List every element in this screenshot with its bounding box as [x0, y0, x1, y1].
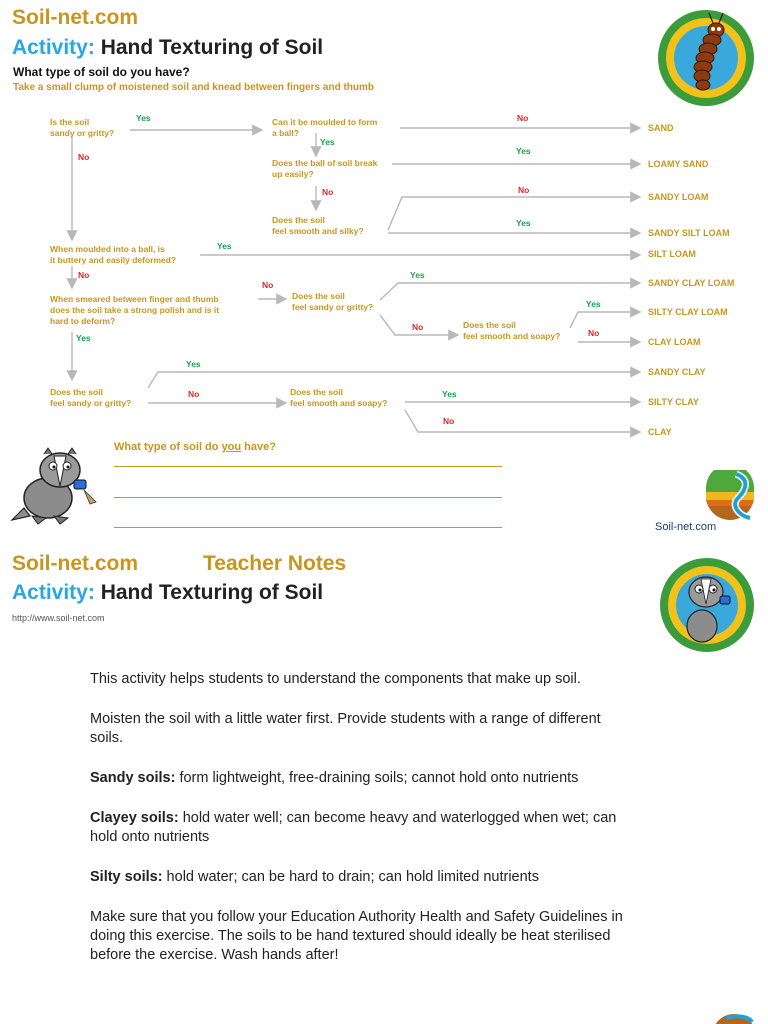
no-label: No: [78, 270, 90, 280]
node-buttery: When moulded into a ball, is it buttery and easily deformed?: [50, 244, 177, 265]
teacher-notes-body: [90, 670, 630, 965]
result-sandy-loam: SANDY LOAM: [648, 192, 709, 202]
yes-label: Yes: [320, 137, 335, 147]
teacher-notes-title: Teacher Notes: [203, 552, 347, 575]
instruction-text: Take a small clump of moistened soil and knead between fingers and thumb: [13, 82, 375, 93]
intro-paragraph: This activity helps students to understand the components that make up soil.: [90, 671, 581, 687]
yes-label: Yes: [217, 241, 232, 251]
brand-title-2: Soil-net.com: [12, 552, 139, 575]
result-clay: CLAY: [648, 427, 672, 437]
node-ball-break: Does the ball of soil break up easily?: [272, 158, 378, 179]
website-url[interactable]: http://www.soil-net.com: [12, 613, 105, 623]
result-sandy-clay: SANDY CLAY: [648, 367, 706, 377]
no-label: No: [443, 416, 455, 426]
yes-label: Yes: [516, 146, 531, 156]
result-loamy-sand: LOAMY SAND: [648, 159, 709, 169]
answer-prompt: What type of soil do you have?: [114, 441, 276, 453]
answer-line-3[interactable]: [114, 527, 502, 528]
activity-title-2: [12, 581, 323, 605]
no-label: No: [78, 152, 90, 162]
soil-texture-flowchart: [0, 100, 768, 440]
result-clay-loam: CLAY LOAM: [648, 337, 701, 347]
no-label: No: [517, 113, 529, 123]
result-silty-clay-loam: SILTY CLAY LOAM: [648, 307, 728, 317]
node-smooth-soapy-1: Does the soil feel smooth and soapy?: [463, 320, 561, 341]
yes-label: Yes: [410, 270, 425, 280]
result-silty-clay: SILTY CLAY: [648, 397, 699, 407]
no-label: No: [588, 328, 600, 338]
yes-label: Yes: [186, 359, 201, 369]
activity-title: [12, 36, 323, 60]
soil-net-logo-partial-icon: [706, 1012, 756, 1024]
safety-paragraph: Make sure that you follow your Education Authority Health and Safety Guidelines in doing this exercise. The soils to be hand textured should ideally be heat sterilised before the exercise. Wash hands after!: [90, 909, 623, 963]
answer-line-1[interactable]: [114, 466, 502, 467]
node-sandy-gritty-1: Is the soil sandy or gritty?: [50, 117, 115, 138]
badger-circle-mascot-icon: [658, 556, 756, 654]
node-smooth-soapy-2: Does the soil feel smooth and soapy?: [290, 387, 388, 408]
yes-label: Yes: [516, 218, 531, 228]
moisten-paragraph: Moisten the soil with a little water first. Provide students with a range of different soils.: [90, 711, 601, 746]
result-sand: SAND: [648, 123, 674, 133]
result-silt-loam: SILT LOAM: [648, 249, 696, 259]
yes-label: Yes: [136, 113, 151, 123]
answer-line-2[interactable]: [114, 497, 502, 498]
result-sandy-silt-loam: SANDY SILT LOAM: [648, 228, 730, 238]
brand-title: Soil-net.com: [12, 6, 139, 29]
no-label: No: [322, 187, 334, 197]
no-label: No: [262, 280, 274, 290]
badger-mascot-icon: [10, 446, 102, 526]
activity-label-2: Activity:: [12, 581, 95, 604]
result-sandy-clay-loam: SANDY CLAY LOAM: [648, 278, 735, 288]
no-label: No: [188, 389, 200, 399]
node-sandy-gritty-3: Does the soil feel sandy or gritty?: [50, 387, 132, 408]
node-sandy-gritty-2: Does the soil feel sandy or gritty?: [292, 291, 374, 312]
activity-name-2: Hand Texturing of Soil: [100, 581, 324, 604]
silty-soils-paragraph: Silty soils: hold water; can be hard to drain; can hold limited nutrients: [90, 869, 539, 885]
node-polish: When smeared between finger and thumb does the soil take a strong polish and is it hard to deform?: [50, 294, 220, 326]
no-label: No: [412, 322, 424, 332]
activity-name: Hand Texturing of Soil: [100, 36, 324, 59]
node-smooth-silky: Does the soil feel smooth and silky?: [272, 215, 364, 236]
millipede-mascot-icon: [656, 8, 756, 108]
activity-label: Activity:: [12, 36, 95, 59]
node-moulded-ball: Can it be moulded to form a ball?: [272, 117, 378, 138]
yes-label: Yes: [76, 333, 91, 343]
soil-net-logo-text: Soil-net.com: [655, 521, 717, 533]
yes-label: Yes: [442, 389, 457, 399]
flowchart-arrows: [72, 128, 640, 432]
yes-label: Yes: [586, 299, 601, 309]
question-heading: What type of soil do you have?: [13, 65, 190, 79]
clayey-soils-paragraph: Clayey soils: hold water well; can become heavy and waterlogged when wet; can hold onto nutrients: [90, 810, 617, 845]
sandy-soils-paragraph: Sandy soils: form lightweight, free-draining soils; cannot hold onto nutrients: [90, 770, 579, 786]
soil-net-logo-icon: [700, 470, 758, 522]
no-label: No: [518, 185, 530, 195]
